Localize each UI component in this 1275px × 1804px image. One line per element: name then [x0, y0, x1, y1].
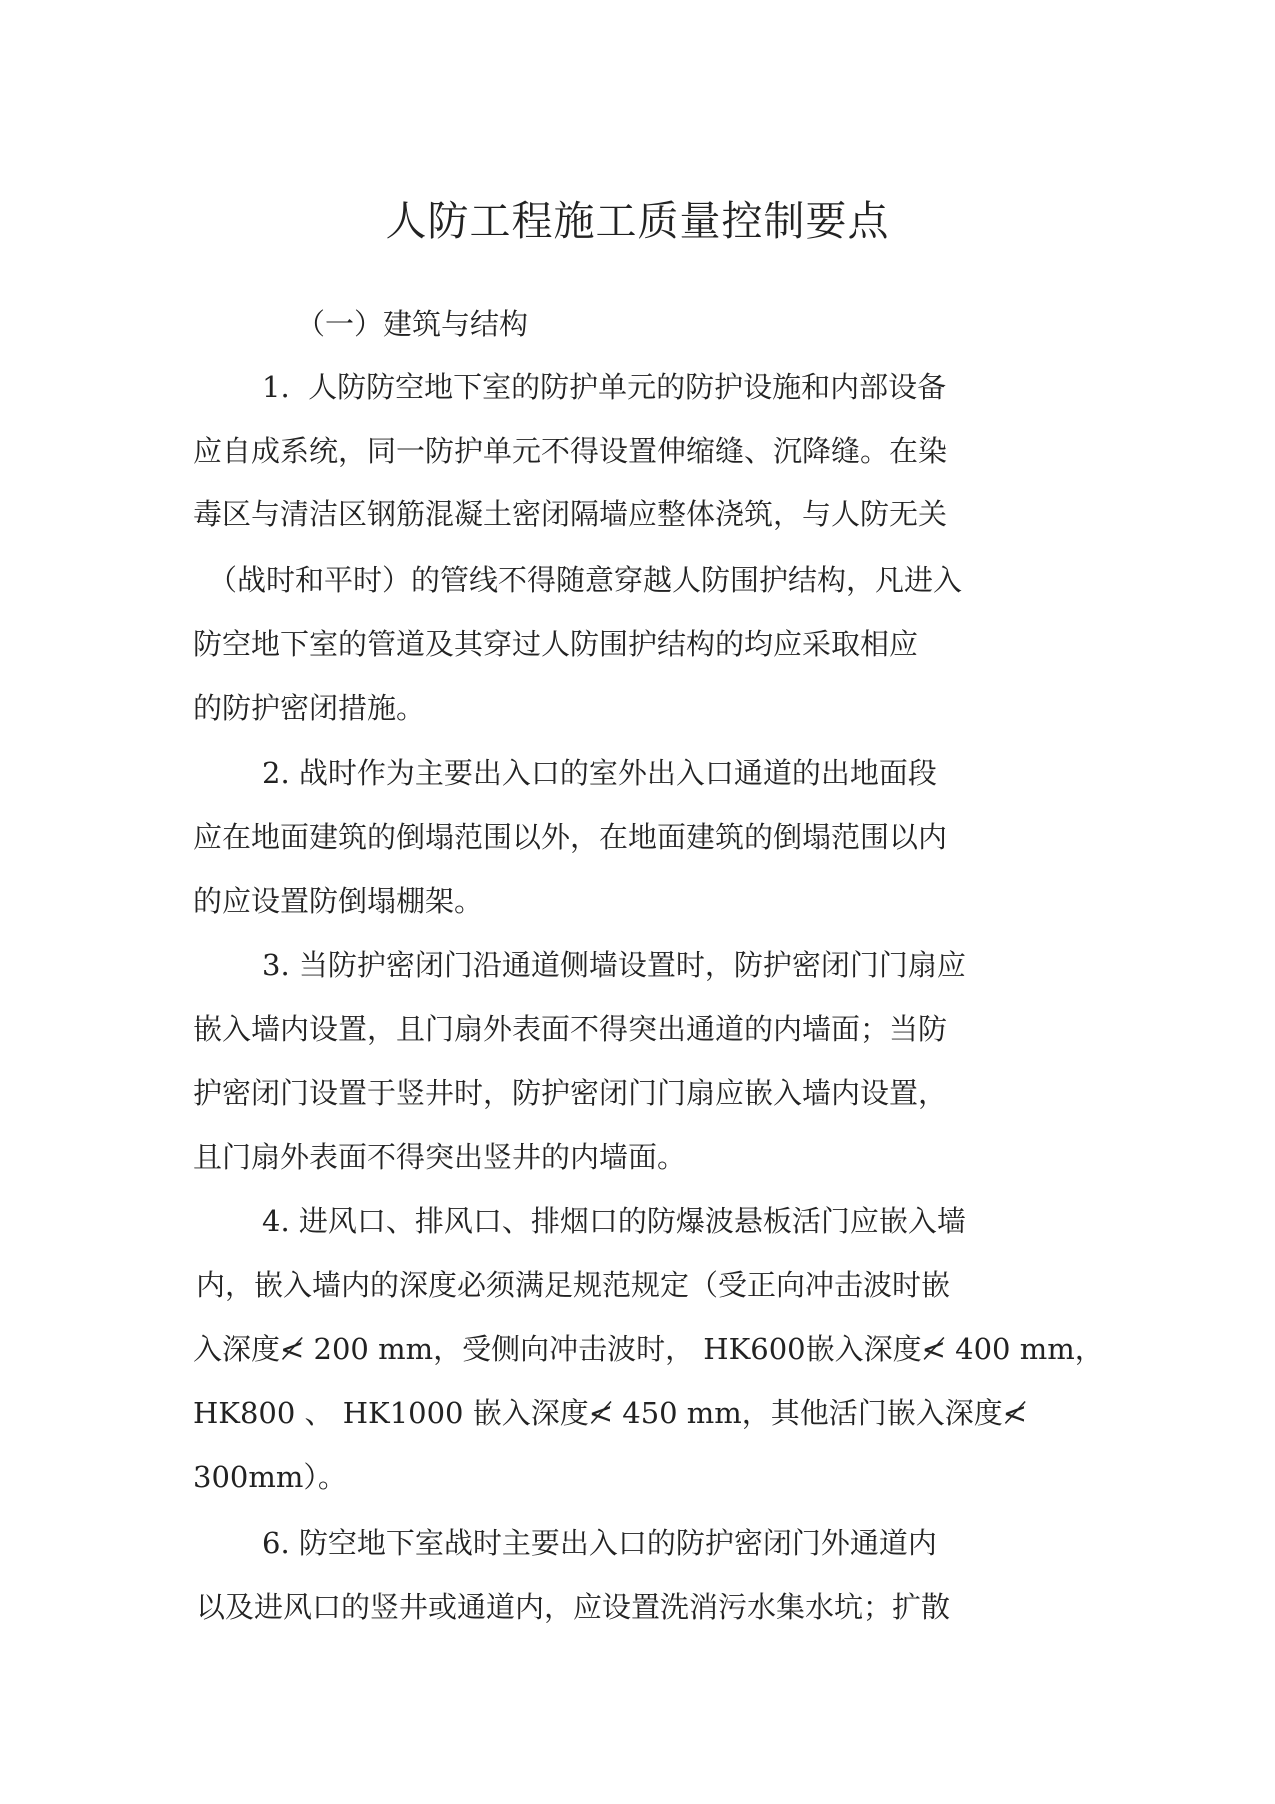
paragraph-line: 3. 当防护密闭门沿通道侧墙设置时，防护密闭门门扇应: [262, 948, 966, 982]
paragraph-line: 的应设置防倒塌棚架。: [193, 884, 484, 918]
paragraph-line: 6. 防空地下室战时主要出入口的防护密闭门外通道内: [262, 1526, 937, 1560]
paragraph-line: 应在地面建筑的倒塌范围以外，在地面建筑的倒塌范围以内: [193, 820, 948, 854]
paragraph-line: 防空地下室的管道及其穿过人防围护结构的均应采取相应: [193, 627, 919, 661]
paragraph-line: 的防护密闭措施。: [193, 691, 426, 725]
paragraph-line: HK800 、 HK1000 嵌入深度≮ 450 mm，其他活门嵌入深度≮: [193, 1396, 1028, 1430]
section-heading: （一）建筑与结构: [296, 307, 529, 341]
paragraph-line: 内，嵌入墙内的深度必须满足规范规定（受正向冲击波时嵌: [196, 1268, 951, 1302]
paragraph-line: 且门扇外表面不得突出竖井的内墙面。: [193, 1140, 687, 1174]
paragraph-line: 护密闭门设置于竖井时，防护密闭门门扇应嵌入墙内设置，: [193, 1076, 948, 1110]
paragraph-line: （战时和平时）的管线不得随意穿越人防围护结构，凡进入: [208, 563, 963, 597]
paragraph-line: 4. 进风口、排风口、排烟口的防爆波悬板活门应嵌入墙: [262, 1204, 966, 1238]
paragraph-line: 2. 战时作为主要出入口的室外出入口通道的出地面段: [262, 756, 937, 790]
paragraph-line: 300mm）。: [193, 1460, 347, 1494]
paragraph-line: 入深度≮ 200 mm，受侧向冲击波时， HK600嵌入深度≮ 400 mm，: [193, 1332, 1104, 1366]
document-title: 人防工程施工质量控制要点: [385, 197, 890, 245]
paragraph-line: 1. 人防防空地下室的防护单元的防护设施和内部设备: [262, 370, 947, 404]
paragraph-line: 嵌入墙内设置，且门扇外表面不得突出通道的内墙面；当防: [193, 1012, 948, 1046]
paragraph-line: 以及进风口的竖井或通道内，应设置洗消污水集水坑；扩散: [196, 1590, 951, 1624]
paragraph-line: 毒区与清洁区钢筋混凝土密闭隔墙应整体浇筑，与人防无关: [193, 497, 948, 531]
paragraph-line: 应自成系统，同一防护单元不得设置伸缩缝、沉降缝。在染: [193, 434, 948, 468]
